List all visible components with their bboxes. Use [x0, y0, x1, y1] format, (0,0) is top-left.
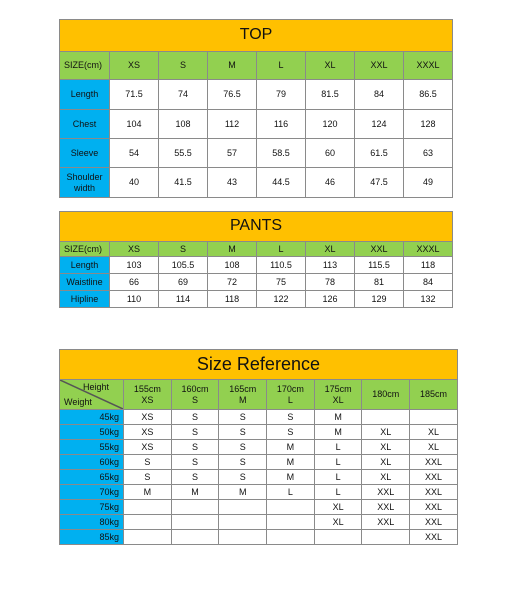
table-cell: S [171, 470, 219, 485]
corner-weight-label: Weight [64, 396, 92, 407]
table-cell: XL [362, 440, 410, 455]
table-cell: 126 [306, 291, 355, 308]
height-header: 155cm XS [124, 380, 172, 410]
row-label: Waistline [60, 274, 110, 291]
table-cell: XL [410, 440, 458, 455]
table-row [60, 455, 458, 470]
table-cell: XL [410, 425, 458, 440]
table-cell: M [124, 485, 172, 500]
table-cell [267, 515, 315, 530]
table-row [60, 80, 453, 110]
table-row [60, 485, 458, 500]
top-size-l: L [257, 52, 306, 80]
row-label: Sleeve [60, 139, 110, 168]
table-cell: M [267, 440, 315, 455]
table-cell: 49 [404, 168, 453, 198]
table-cell: 61.5 [355, 139, 404, 168]
table-cell: 76.5 [208, 80, 257, 110]
table-cell: 86.5 [404, 80, 453, 110]
weight-label: 45kg [60, 410, 124, 425]
table-cell [267, 500, 315, 515]
table-cell [219, 515, 267, 530]
top-size-label: SIZE(cm) [60, 52, 110, 80]
table-cell: 118 [404, 257, 453, 274]
table-cell: XS [124, 440, 172, 455]
table-cell: 115.5 [355, 257, 404, 274]
table-row [60, 425, 458, 440]
table-cell: L [314, 455, 362, 470]
table-cell: XL [314, 500, 362, 515]
top-size-m: M [208, 52, 257, 80]
table-row [60, 291, 453, 308]
height-header: 170cm L [267, 380, 315, 410]
table-cell: M [267, 455, 315, 470]
table-cell: 124 [355, 110, 404, 139]
table-cell: S [171, 425, 219, 440]
table-cell: S [124, 470, 172, 485]
table-cell: 75 [257, 274, 306, 291]
table-row [60, 410, 458, 425]
table-cell: 132 [404, 291, 453, 308]
table-cell: 66 [110, 274, 159, 291]
pants-size-m: M [208, 242, 257, 257]
table-cell: XXL [362, 500, 410, 515]
pants-title: PANTS [60, 212, 453, 242]
height-header: 180cm [362, 380, 410, 410]
table-cell [410, 410, 458, 425]
table-cell: M [171, 485, 219, 500]
table-row [60, 139, 453, 168]
pants-size-xs: XS [110, 242, 159, 257]
table-cell: 47.5 [355, 168, 404, 198]
pants-size-xl: XL [306, 242, 355, 257]
table-cell: XXL [410, 500, 458, 515]
table-row [60, 110, 453, 139]
pants-size-xxl: XXL [355, 242, 404, 257]
table-cell: 128 [404, 110, 453, 139]
weight-label: 85kg [60, 530, 124, 545]
table-cell: L [267, 485, 315, 500]
table-cell [219, 530, 267, 545]
height-header: 160cm S [171, 380, 219, 410]
weight-label: 65kg [60, 470, 124, 485]
pants-size-xxxl: XXXL [404, 242, 453, 257]
table-cell [219, 500, 267, 515]
table-cell: 60 [306, 139, 355, 168]
table-row [60, 530, 458, 545]
table-cell: S [124, 455, 172, 470]
table-row [60, 515, 458, 530]
table-cell: 112 [208, 110, 257, 139]
table-cell: 69 [159, 274, 208, 291]
table-cell: XS [124, 425, 172, 440]
weight-label: 75kg [60, 500, 124, 515]
table-cell: S [171, 410, 219, 425]
table-cell: 108 [159, 110, 208, 139]
top-size-xxl: XXL [355, 52, 404, 80]
table-cell [171, 515, 219, 530]
table-cell: 40 [110, 168, 159, 198]
weight-label: 50kg [60, 425, 124, 440]
table-cell: 108 [208, 257, 257, 274]
table-cell: 81.5 [306, 80, 355, 110]
table-cell: XXL [410, 530, 458, 545]
table-cell [171, 500, 219, 515]
table-cell: 72 [208, 274, 257, 291]
top-size-table [59, 19, 453, 198]
table-cell: 43 [208, 168, 257, 198]
table-cell: 41.5 [159, 168, 208, 198]
table-cell: 81 [355, 274, 404, 291]
table-cell [362, 530, 410, 545]
table-cell: 129 [355, 291, 404, 308]
pants-size-l: L [257, 242, 306, 257]
weight-label: 60kg [60, 455, 124, 470]
table-cell: XXL [410, 485, 458, 500]
table-cell: 79 [257, 80, 306, 110]
table-cell: 58.5 [257, 139, 306, 168]
weight-label: 80kg [60, 515, 124, 530]
table-cell: 74 [159, 80, 208, 110]
table-row [60, 257, 453, 274]
top-size-xs: XS [110, 52, 159, 80]
table-cell: 46 [306, 168, 355, 198]
table-row [60, 470, 458, 485]
table-cell: L [314, 440, 362, 455]
table-cell [314, 530, 362, 545]
table-cell: 113 [306, 257, 355, 274]
table-cell: 54 [110, 139, 159, 168]
row-label: Hipline [60, 291, 110, 308]
table-cell: XL [314, 515, 362, 530]
table-cell: M [314, 410, 362, 425]
table-cell: XXL [410, 470, 458, 485]
weight-label: 70kg [60, 485, 124, 500]
table-cell: 116 [257, 110, 306, 139]
table-cell: S [267, 410, 315, 425]
table-cell: 105.5 [159, 257, 208, 274]
table-row [60, 500, 458, 515]
table-row [60, 440, 458, 455]
table-cell: 78 [306, 274, 355, 291]
row-label: Length [60, 257, 110, 274]
table-cell: XXL [410, 455, 458, 470]
table-cell [267, 530, 315, 545]
corner-height-label: Height [82, 382, 109, 392]
size-reference-table [59, 349, 458, 545]
row-label: Shoulder width [60, 168, 110, 198]
table-cell: XL [362, 470, 410, 485]
table-cell: XXL [362, 485, 410, 500]
table-cell: 84 [404, 274, 453, 291]
table-cell [124, 500, 172, 515]
table-cell: S [219, 440, 267, 455]
table-cell: 122 [257, 291, 306, 308]
table-cell: XL [362, 425, 410, 440]
table-cell [171, 530, 219, 545]
row-label: Length [60, 80, 110, 110]
reference-title: Size Reference [60, 350, 458, 380]
table-cell: XXL [362, 515, 410, 530]
top-title: TOP [60, 20, 453, 52]
table-cell: M [314, 425, 362, 440]
height-header: 175cm XL [314, 380, 362, 410]
table-cell [362, 410, 410, 425]
table-row [60, 168, 453, 198]
weight-label: 55kg [60, 440, 124, 455]
table-cell: 84 [355, 80, 404, 110]
top-size-s: S [159, 52, 208, 80]
table-cell: 114 [159, 291, 208, 308]
table-cell: S [219, 425, 267, 440]
pants-size-label: SIZE(cm) [60, 242, 110, 257]
table-cell: L [314, 485, 362, 500]
table-cell: L [314, 470, 362, 485]
table-cell: M [219, 485, 267, 500]
table-cell: 55.5 [159, 139, 208, 168]
table-cell: S [267, 425, 315, 440]
table-cell: S [219, 470, 267, 485]
table-cell: XL [362, 455, 410, 470]
table-row [60, 274, 453, 291]
table-cell: 57 [208, 139, 257, 168]
table-cell [124, 515, 172, 530]
height-header: 165cm M [219, 380, 267, 410]
table-cell: S [171, 455, 219, 470]
table-cell: 120 [306, 110, 355, 139]
table-cell: S [219, 410, 267, 425]
table-cell: 103 [110, 257, 159, 274]
table-cell: S [171, 440, 219, 455]
top-size-xxxl: XXXL [404, 52, 453, 80]
table-cell: XXL [410, 515, 458, 530]
table-cell: 63 [404, 139, 453, 168]
pants-size-s: S [159, 242, 208, 257]
table-cell: 110 [110, 291, 159, 308]
table-cell: XS [124, 410, 172, 425]
table-cell: 44.5 [257, 168, 306, 198]
table-cell: S [219, 455, 267, 470]
table-cell: M [267, 470, 315, 485]
top-size-xl: XL [306, 52, 355, 80]
pants-size-table [59, 211, 453, 308]
table-cell: 118 [208, 291, 257, 308]
height-weight-corner [60, 380, 124, 410]
table-cell: 71.5 [110, 80, 159, 110]
row-label: Chest [60, 110, 110, 139]
height-header: 185cm [410, 380, 458, 410]
table-cell: 104 [110, 110, 159, 139]
table-cell: 110.5 [257, 257, 306, 274]
table-cell [124, 530, 172, 545]
